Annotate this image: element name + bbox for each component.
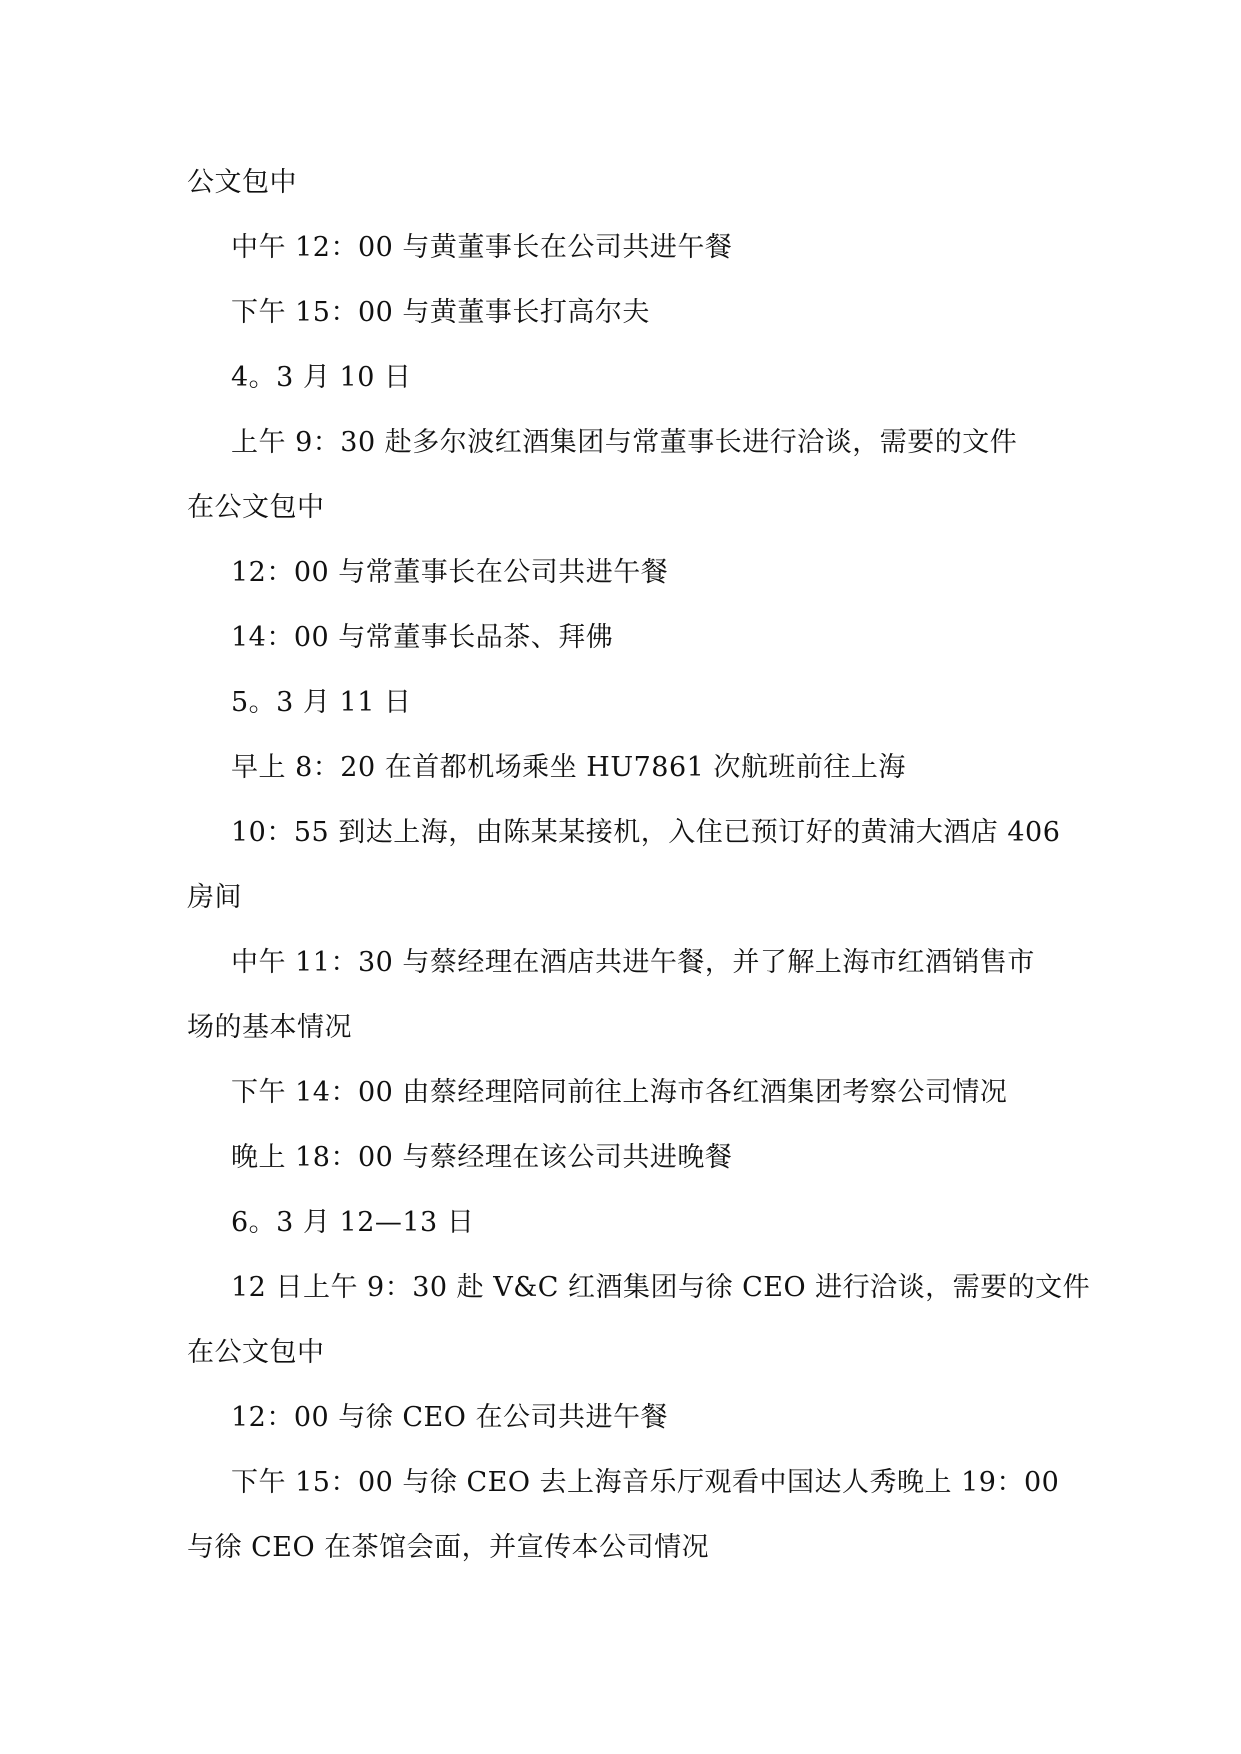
text-line: 公文包中 [187, 167, 297, 198]
text-line: 下午 15：00 与黄董事长打高尔夫 [231, 297, 650, 328]
text-line: 12：00 与徐 CEO 在公司共进午餐 [231, 1402, 668, 1433]
text-line: 在公文包中 [187, 1337, 325, 1368]
date-heading: 4。3 月 10 日 [231, 362, 412, 393]
text-line: 下午 15：00 与徐 CEO 去上海音乐厅观看中国达人秀晚上 19：00 [231, 1467, 1060, 1498]
text-line: 下午 14：00 由蔡经理陪同前往上海市各红酒集团考察公司情况 [231, 1077, 1008, 1108]
text-line: 在公文包中 [187, 492, 325, 523]
text-line: 14：00 与常董事长品茶、拜佛 [231, 622, 614, 653]
text-line: 早上 8：20 在首都机场乘坐 HU7861 次航班前往上海 [231, 752, 906, 783]
text-line: 房间 [187, 882, 242, 913]
date-heading: 5。3 月 11 日 [231, 687, 412, 718]
document-body [187, 150, 1091, 1580]
text-line: 上午 9：30 赴多尔波红酒集团与常董事长进行洽谈，需要的文件 [231, 427, 1018, 458]
text-line: 中午 12：00 与黄董事长在公司共进午餐 [231, 232, 733, 263]
text-line: 中午 11：30 与蔡经理在酒店共进午餐，并了解上海市红酒销售市 [231, 947, 1035, 978]
text-line: 场的基本情况 [187, 1012, 352, 1043]
text-line: 12 日上午 9：30 赴 V&C 红酒集团与徐 CEO 进行洽谈，需要的文件 [231, 1272, 1091, 1303]
date-heading: 6。3 月 12—13 日 [231, 1207, 475, 1238]
text-line: 晚上 18：00 与蔡经理在该公司共进晚餐 [231, 1142, 733, 1173]
text-line: 10：55 到达上海，由陈某某接机，入住已预订好的黄浦大酒店 406 [231, 817, 1061, 848]
text-line: 与徐 CEO 在茶馆会面，并宣传本公司情况 [187, 1532, 710, 1563]
text-line: 12：00 与常董事长在公司共进午餐 [231, 557, 669, 588]
